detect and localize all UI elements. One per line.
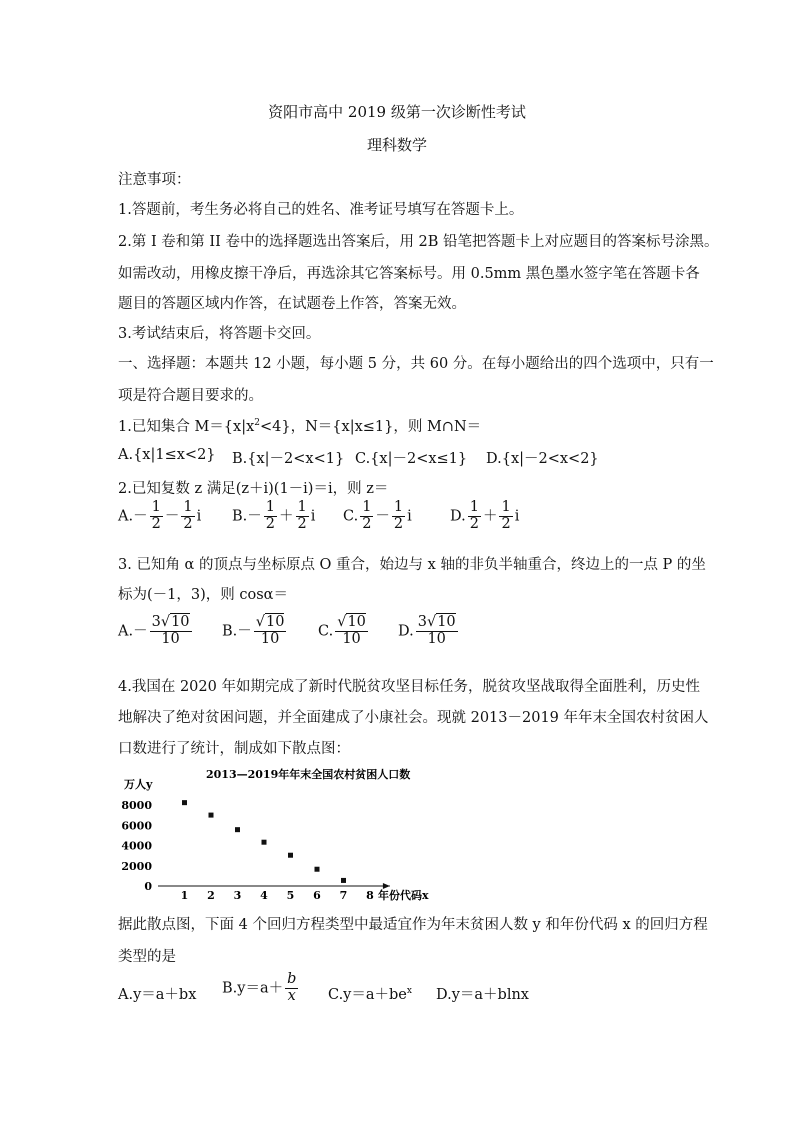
q4-option-b: B.y＝a＋ $\frac{b}{x}$ [222, 971, 297, 1004]
q2-option-b: B.－ $\frac{1}{2}$ ＋ $\frac{1}{2}$ i [232, 499, 316, 532]
x-tick-label: 1 [180, 889, 189, 902]
q4-option-d: D.y＝a＋blnx [436, 987, 529, 1003]
q4-stem-line-3: 口数进行了统计，制成如下散点图： [118, 741, 350, 757]
y-tick-label: 0 [144, 880, 152, 893]
q4-option-a: A.y＝a＋bx [118, 987, 197, 1003]
y-tick-label: 6000 [121, 819, 152, 833]
data-point [341, 878, 346, 883]
q3-option-b: B.－ $\frac{√10}{10}$ [222, 614, 285, 647]
q3-option-a: A.－ $\frac{3√10}{10}$ [118, 614, 190, 647]
data-point [209, 813, 214, 818]
data-point [182, 800, 187, 805]
q2-option-c: C. $\frac{1}{2}$ － $\frac{1}{2}$ i [343, 499, 412, 532]
q3-stem-line-1: 3. 已知角 α 的顶点与坐标原点 O 重合，始边与 x 轴的非负半轴重合，终边上的一点 P 的坐 [118, 557, 706, 573]
x-tick-label: 5 [286, 889, 295, 902]
x-tick-label: 6 [313, 889, 321, 902]
page-subtitle: 理科数学 [366, 136, 427, 154]
q1-option-d: D.{x|－2<x<2} [486, 451, 599, 467]
q3-option-c: C. $\frac{√10}{10}$ [318, 614, 366, 647]
notice-item-1: 1.答题前，考生务必将自己的姓名、准考证号填写在答题卡上。 [118, 202, 524, 218]
x-tick-label: 2 [207, 889, 215, 902]
chart-title: 2013—2019年年末全国农村贫困人口数 [206, 768, 411, 781]
q4-option-c: $C.y=a+be^x$ [328, 986, 412, 1003]
section-heading-line-2: 项是符合题目要求的。 [118, 388, 263, 404]
notice-heading: 注意事项： [118, 172, 191, 188]
section-heading-line-1: 一、选择题：本题共 12 小题，每小题 5 分，共 60 分。在每小题给出的四个选项中，只有一 [118, 356, 714, 372]
q1-stem: 1.已知集合 $M=\{x|x^2<4\}$，N＝{x|x≤1}，则 M∩N＝ [118, 418, 482, 435]
data-point [235, 827, 240, 832]
x-tick-label: 7 [339, 889, 348, 902]
y-axis-label: 万人y [124, 778, 153, 791]
q2-option-d: D. $\frac{1}{2}$ ＋ $\frac{1}{2}$ i [450, 499, 520, 532]
q1-option-a: A.{x|1≤x<2} [118, 447, 216, 463]
notice-item-2-line-3: 题目的答题区域内作答，在试题卷上作答，答案无效。 [118, 296, 466, 312]
scatter-chart [118, 768, 438, 903]
notice-item-2-line-2: 如需改动，用橡皮擦干净后，再选涂其它答案标号。用 0.5mm 黑色墨水签字笔在答题卡各 [118, 266, 700, 282]
q4-stem-line-2: 地解决了绝对贫困问题，并全面建成了小康社会。现就 2013－2019 年年末全国农村贫困人 [118, 710, 709, 726]
q3-option-d: D. $\frac{3√10}{10}$ [398, 614, 456, 647]
y-tick-label: 4000 [121, 839, 152, 853]
y-tick-label: 8000 [121, 799, 152, 813]
q4-after-line-2: 类型的是 [118, 949, 176, 965]
notice-item-3: 3.考试结束后，将答题卡交回。 [118, 326, 321, 342]
x-tick-label: 4 [260, 889, 268, 902]
q1-option-c: C.{x|－2<x≤1} [355, 451, 468, 467]
data-point [288, 853, 293, 858]
page-title: 资阳市高中 2019 级第一次诊断性考试 [268, 103, 526, 121]
q2-option-a: A.－ $\frac{1}{2}$ － $\frac{1}{2}$ i [118, 499, 202, 532]
data-point [315, 867, 320, 872]
q4-stem-line-1: 4.我国在 2020 年如期完成了新时代脱贫攻坚目标任务，脱贫攻坚战取得全面胜利，历史性 [118, 679, 700, 695]
q2-stem: 2.已知复数 z 满足(z＋i)(1－i)＝i，则 z＝ [118, 481, 389, 497]
x-tick-label: 3 [233, 889, 242, 902]
q3-stem-line-2: 标为(－1，3)，则 cosα＝ [118, 587, 288, 603]
x-tick-label: 8 [366, 889, 374, 902]
q1-option-b: B.{x|－2<x<1} [232, 451, 345, 467]
data-point [262, 840, 267, 845]
x-axis-label: 年份代码x [378, 889, 429, 902]
y-tick-label: 2000 [121, 859, 152, 873]
q4-after-line-1: 据此散点图，下面 4 个回归方程类型中最适宜作为年末贫困人数 y 和年份代码 x 的回归方程 [118, 917, 708, 933]
notice-item-2-line-1: 2.第 I 卷和第 II 卷中的选择题选出答案后，用 2B 铅笔把答题卡上对应题目的答案标号涂黑。 [118, 234, 719, 250]
